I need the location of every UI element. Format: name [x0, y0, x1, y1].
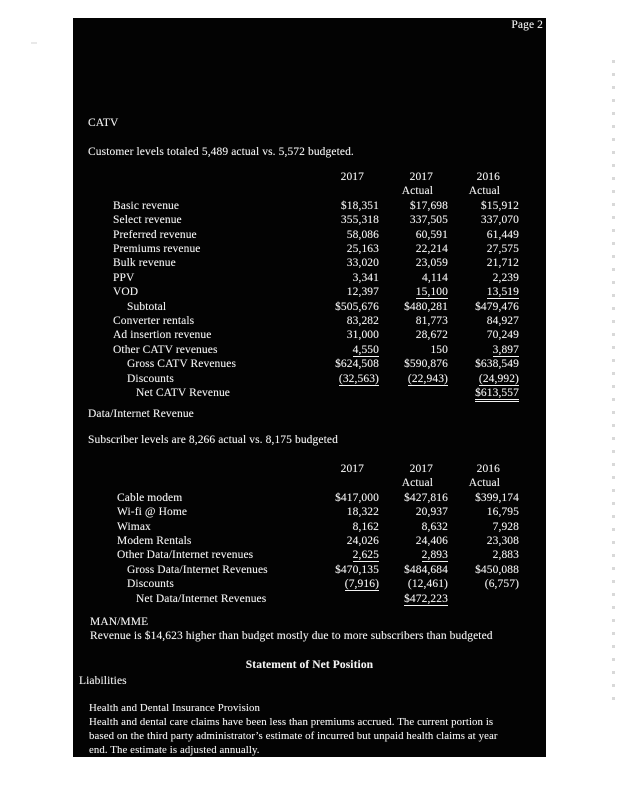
row-label: Ad insertion revenue [113, 329, 212, 342]
cell-value: 8,632 [421, 520, 448, 533]
cell-value: 27,575 [486, 243, 519, 256]
cell-value [283, 386, 379, 400]
row-label: Wimax [117, 520, 151, 533]
scan-artifact-dash [31, 42, 37, 44]
table-row [113, 592, 519, 606]
cell-value: $480,281 [404, 300, 448, 313]
scan-artifact-right-margin [612, 60, 615, 700]
cell-value: 58,086 [346, 228, 379, 241]
cell-value: 70,249 [486, 329, 519, 342]
cell-value: $505,676 [335, 300, 379, 313]
row-label: Select revenue [113, 214, 182, 227]
table-row [113, 256, 519, 270]
cell-value: $417,000 [335, 491, 379, 504]
table-row [113, 271, 519, 285]
table-row [113, 357, 519, 371]
cell-value: $17,698 [409, 199, 448, 212]
man-mme-note: Revenue is $14,623 higher than budget mostly due to more subscribers than budgeted [90, 630, 493, 643]
cell-value: (7,916) [344, 578, 379, 591]
cell-value: $472,223 [404, 592, 448, 605]
row-label: Other CATV revenues [113, 343, 218, 356]
cell-value: $624,508 [335, 358, 379, 371]
cell-value: 15,100 [415, 286, 448, 299]
catv-section-heading: CATV [88, 117, 119, 129]
insurance-provision-heading: Health and Dental Insurance Provision [89, 702, 261, 714]
column-header: 2017 [340, 171, 364, 183]
table-row [113, 328, 519, 342]
cell-value: 60,591 [415, 228, 448, 241]
cell-value: $484,684 [404, 563, 448, 576]
cell-value: 2,893 [421, 549, 448, 562]
cell-value: $590,876 [404, 358, 448, 371]
row-label: Discounts [127, 578, 174, 591]
table-row [113, 314, 519, 328]
row-label: VOD [113, 286, 139, 299]
row-label: Discounts [127, 372, 174, 385]
row-label: Bulk revenue [113, 257, 176, 270]
row-label: Wi-fi @ Home [117, 506, 188, 519]
table-row [113, 242, 519, 256]
cell-value: 355,318 [340, 214, 379, 227]
column-header: Actual [468, 477, 500, 490]
cell-value: 24,406 [415, 535, 448, 548]
cell-value: 61,449 [486, 228, 519, 241]
cell-value: 12,397 [346, 286, 379, 299]
liabilities-section-label: Liabilities [79, 675, 127, 687]
cell-value: 2,239 [492, 271, 519, 284]
cell-value: (32,563) [338, 372, 379, 385]
row-label: Gross Data/Internet Revenues [127, 563, 268, 576]
row-label: Other Data/Internet revenues [117, 549, 254, 562]
data-internet-section-heading: Data/Internet Revenue [88, 408, 194, 420]
row-label: Subtotal [127, 300, 167, 313]
column-header: 2016 [476, 171, 500, 183]
cell-value: $479,476 [475, 300, 519, 313]
cell-value: 20,937 [415, 506, 448, 519]
header-spacer [113, 462, 283, 476]
table-row [113, 228, 519, 242]
table-row [113, 491, 519, 505]
row-label: Preferred revenue [113, 228, 197, 241]
data-internet-summary-text: Subscriber levels are 8,266 actual vs. 8,175 budgeted [88, 434, 338, 446]
row-label: Net CATV Revenue [136, 387, 231, 400]
catv-revenue-table [113, 170, 519, 401]
cell-value: $638,549 [475, 358, 519, 371]
column-header: 2016 [476, 463, 500, 475]
row-label: Net Data/Internet Revenues [136, 592, 267, 605]
cell-value: 4,114 [422, 271, 448, 284]
column-header: Actual [401, 185, 433, 198]
cell-value [448, 592, 519, 606]
cell-value: 337,070 [480, 214, 519, 227]
header-spacer [113, 184, 283, 198]
cell-value: 8,162 [352, 520, 379, 533]
column-header: Actual [401, 477, 433, 490]
cell-value: 337,505 [409, 214, 448, 227]
cell-value: 18,322 [346, 506, 379, 519]
cell-value: $18,351 [340, 199, 379, 212]
table-row [113, 199, 519, 213]
cell-value: $15,912 [480, 199, 519, 212]
insurance-provision-line: based on the third party administrator’s estimate of incurred but unpaid health claims at year [89, 730, 498, 743]
cell-value: 28,672 [415, 329, 448, 342]
cell-value: 25,163 [346, 243, 379, 256]
data-internet-revenue-table [113, 462, 519, 606]
cell-value: 22,214 [415, 243, 448, 256]
header-spacer [113, 476, 283, 490]
catv-summary-text: Customer levels totaled 5,489 actual vs. 5,572 budgeted. [88, 146, 354, 158]
table-row [113, 372, 519, 386]
cell-value: 2,625 [352, 549, 379, 562]
cell-value: 24,026 [346, 535, 379, 548]
cell-value: (24,992) [478, 372, 519, 385]
cell-value [379, 386, 448, 400]
column-header: Actual [468, 185, 500, 198]
table-row [113, 548, 519, 562]
cell-value: 7,928 [492, 520, 519, 533]
cell-value: $399,174 [475, 491, 519, 504]
cell-value: 13,519 [486, 286, 519, 299]
cell-value: $470,135 [335, 563, 379, 576]
row-label: PPV [113, 271, 135, 284]
man-mme-block [90, 615, 493, 643]
cell-value: 23,308 [486, 535, 519, 548]
table-row [113, 343, 519, 357]
insurance-provision-line: Health and dental care claims have been less than premiums accrued. The current portion is [89, 716, 494, 729]
cell-value: 31,000 [346, 329, 379, 342]
cell-value: 150 [430, 343, 448, 356]
table-row [113, 300, 519, 314]
column-header: 2017 [409, 463, 433, 475]
page-number: Page 2 [511, 19, 543, 31]
cell-value: 81,773 [415, 315, 448, 328]
cell-value: $613,557 [448, 386, 519, 400]
row-label: Gross CATV Revenues [127, 358, 237, 371]
table-row [113, 386, 519, 400]
man-mme-heading: MAN/MME [90, 616, 149, 628]
column-header [283, 476, 379, 490]
cell-value: 4,550 [352, 343, 379, 356]
cell-value: 84,927 [486, 315, 519, 328]
statement-title: Statement of Net Position [245, 659, 374, 671]
table-row [113, 563, 519, 577]
insurance-provision-block [89, 701, 498, 758]
cell-value: $450,088 [475, 563, 519, 576]
cell-value: 2,883 [492, 549, 519, 562]
cell-value: 21,712 [486, 257, 519, 270]
cell-value: 16,795 [486, 506, 519, 519]
row-label: Basic revenue [113, 199, 180, 212]
row-label: Premiums revenue [113, 243, 201, 256]
table-row [113, 505, 519, 519]
column-header: 2017 [409, 171, 433, 183]
insurance-provision-line: end. The estimate is adjusted annually. [89, 744, 260, 757]
row-label: Modem Rentals [117, 535, 192, 548]
header-spacer [113, 170, 283, 184]
column-header [283, 184, 379, 198]
cell-value: (6,757) [484, 578, 519, 591]
row-label: Cable modem [117, 491, 183, 504]
document-page [73, 18, 546, 757]
cell-value: $427,816 [404, 491, 448, 504]
cell-value: 33,020 [346, 257, 379, 270]
table-row [113, 285, 519, 299]
table-row [113, 520, 519, 534]
cell-value: 3,341 [352, 271, 379, 284]
cell-value: (22,943) [407, 372, 448, 385]
cell-value: (12,461) [407, 578, 448, 591]
table-row [113, 213, 519, 227]
cell-value: 83,282 [346, 315, 379, 328]
cell-value: 3,897 [492, 343, 519, 356]
table-row [113, 534, 519, 548]
cell-value [283, 592, 379, 606]
column-header: 2017 [340, 463, 364, 475]
cell-value: 23,059 [415, 257, 448, 270]
table-row [113, 577, 519, 591]
row-label: Converter rentals [113, 315, 195, 328]
